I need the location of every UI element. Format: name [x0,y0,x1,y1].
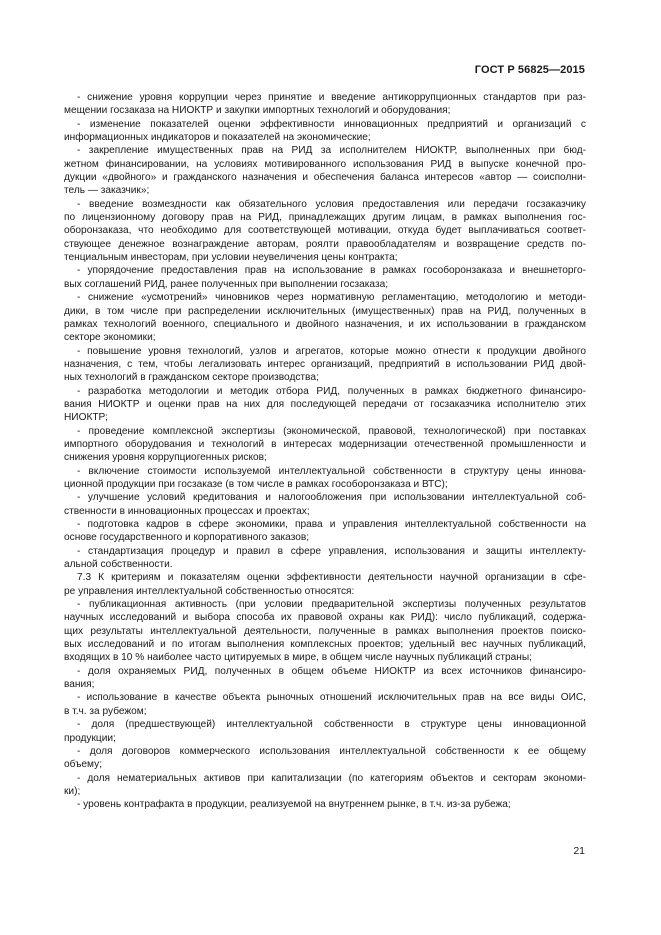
body-text [64,91,586,812]
text-line: - проведение комплексной экспертизы (экономической, правовой, технологической) при поставках [77,425,586,437]
text-line: оборонзаказа, что необходимо для соответствующей мотивации, откуда будет выплачиваться соответ- [64,225,586,237]
text-line: 7.3 К критериям и показателям оценки эффективности деятельности научной организации в сфе- [77,572,586,584]
text-line: - снижение уровня коррупции через принятие и введение антикоррупционных стандартов при раз- [77,92,586,103]
text-line: щих результаты интеллектуальной деятельности, полученные в рамках выполнения проектов поиско- [64,625,586,637]
text-line: - уровень контрафакта в продукции, реализуемой на внутреннем рынке, в т.ч. из-за рубежа; [77,799,511,811]
text-line: - изменение показателей оценки эффективности инновационных предприятий и организаций с [77,118,586,130]
text-line: секторе экономики; [64,332,156,344]
text-line: жетном финансировании, на условиях мотивированного использования РИД в выпуске конечной про- [64,158,586,170]
text-line: снижения уровня коррупциогенных рисков; [64,452,267,464]
text-line: вания НИОКТР и оценки прав на них для последующей передачи от госзаказчика исполнителю этих [64,398,586,410]
text-line: импортного оборудования и технологий в интересах модернизации отечественной промышленности и [64,438,586,450]
page-number: 21 [573,845,585,857]
text-line: дики, в том числе при распределении исключительных (имущественных) прав на РИД, полученных в [64,305,586,317]
text-line: НИОКТР; [64,412,108,424]
text-line: вых исследований и по итогам выполнения комплексных проектов; удельный вес научных публикаций, [64,639,586,651]
text-line: альной собственности. [64,559,173,571]
text-line: ре управления интеллектуальной собственностью относятся: [64,585,355,597]
text-line: - улучшение условий кредитования и налогообложения при использовании интеллектуальной соб- [77,492,586,504]
text-line: ных технологий в гражданском секторе производства; [64,372,319,384]
text-line: в т.ч. за рубежом; [64,705,147,717]
text-line: тенциальным инвесторам, при условии неувеличения цены контракта; [64,252,398,264]
text-line: назначения, с тем, чтобы легализовать интерес организаций, предприятий в использовании РИД двой- [64,358,586,370]
text-line: вых соглашений РИД, ранее полученных при выполнении госзаказа; [64,278,389,290]
text-line: - повышение уровня технологий, узлов и агрегатов, которые можно отнести к продукции двойного [77,345,586,357]
text-line: вания; [64,679,95,691]
text-line: - доля охраняемых РИД, полученных в общем объеме НИОКТР из всех источников финансиро- [77,665,586,677]
text-line: информационных индикаторов и показателей на экономические; [64,132,371,144]
text-line: мещении госзаказа на НИОКТР и закупки импортных технологий и оборудования; [64,105,451,117]
text-line: дукции «двойного» и гражданского назначения и обеспечения баланса интересов «автор — соисполни- [64,172,586,184]
text-line: научных исследований и выбора способа их правовой охраны как РИД): число публикаций, содержа- [64,612,586,624]
text-line: - стандартизация процедур и правил в сфере управления, использования и защиты интеллекту- [77,545,586,557]
text-line: - доля договоров коммерческого использования интеллектуальной собственности к ее общему [77,745,586,757]
text-line: входящих в 10 % наиболее часто цитируемых в мире, в общем числе научных публикаций страны; [64,652,532,664]
text-line: - доля (предшествующей) интеллектуальной собственности в структуре цены инновационной [77,719,586,731]
text-line: - подготовка кадров в сфере экономики, права и управления интеллектуальной собственности на [77,519,586,530]
text-line: объему; [64,759,103,771]
text-line: основе государственного и корпоративного заказов; [64,532,310,544]
text-line: - введение возмездности как обязательного условия предоставления или передачи госзаказчику [77,198,586,210]
text-line: - включение стоимости используемой интеллектуальной собственности в структуру цены иннова- [77,465,586,477]
text-line: по лицензионному договору прав на РИД, принадлежащих другим лицам, в рамках выполнения гос- [64,212,586,224]
text-line: - упорядочение предоставления прав на использование в рамках гособоронзаказа и внешнеторго- [77,265,586,277]
text-line: тель — заказчик»; [64,185,150,197]
text-line: - разработка методологии и методик отбора РИД, полученных в рамках бюджетного финансиро- [77,385,586,397]
text-line: рамках технологий военного, специального и двойного назначения, и их использовании в гражданском [64,318,586,330]
text-line: продукции; [64,732,116,744]
text-line: - снижение «усмотрений» чиновников через нормативную регламентацию, методологию и методи- [77,292,586,304]
text-line: - публикационная активность (при условии предварительной экспертизы полученных результатов [77,599,586,611]
text-line: ствующее денежное вознаграждение авторам, роялти правообладателям и возвращение средств по- [64,238,586,250]
text-line: ционной продукции при госзаказе (в том числе в рамках гособоронзаказа и ВТС); [64,478,448,490]
text-line: ки); [64,785,81,797]
text-line: - закрепление имущественных прав на РИД за исполнителем НИОКТР, выполненных при бюд- [77,145,586,157]
text-line: - использование в качестве объекта рыночных отношений исключительных прав на все виды ОИС, [77,692,586,704]
standard-header: ГОСТ Р 56825—2015 [474,64,585,76]
text-line: - доля нематериальных активов при капитализации (по категориям объектов и секторам экономи- [77,772,586,784]
text-line: ственности в инновационных процессах и проектах; [64,505,310,517]
